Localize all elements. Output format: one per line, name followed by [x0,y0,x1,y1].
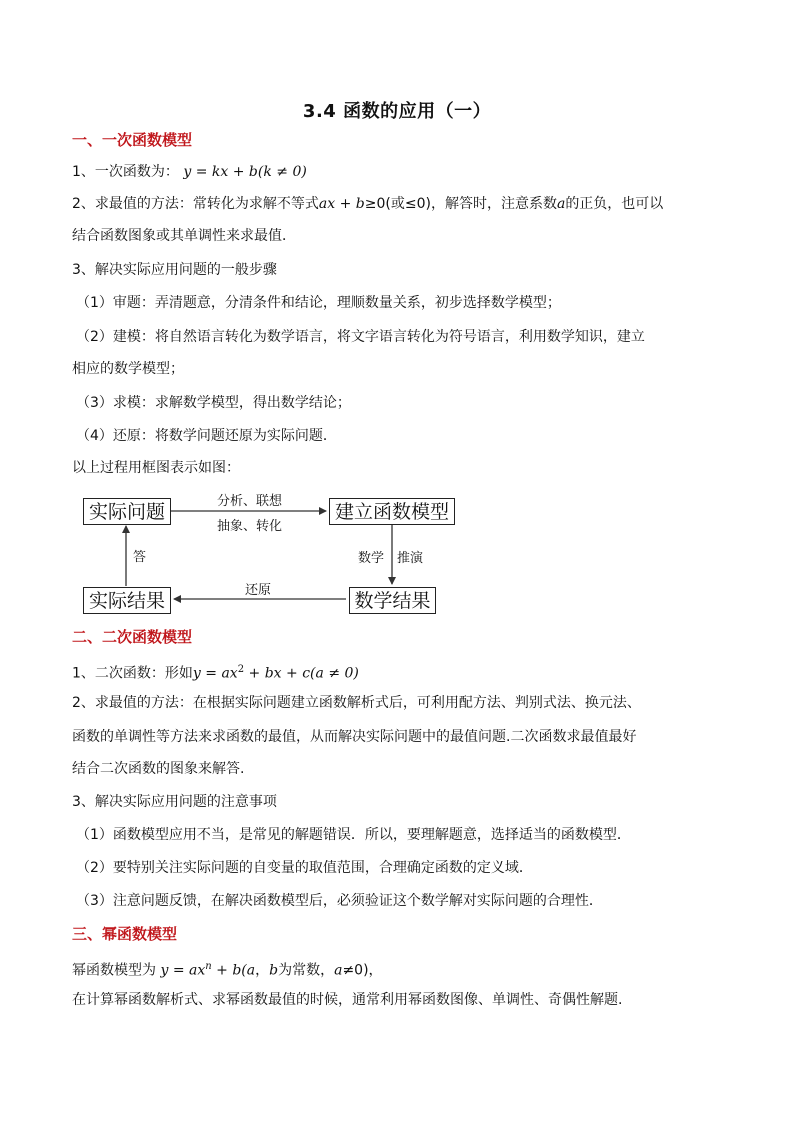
power-var-a: a [246,962,256,979]
quadratic-definition-text: 1、二次函数：形如 [72,665,193,682]
step-model: （2）建模：将自然语言转化为数学语言，将文字语言转化为符号语言，利用数学知识，建立 [76,329,645,345]
power-formula-b: + b( [211,962,247,979]
power-var-b: b [269,962,279,979]
power-exponent: n [205,961,212,972]
paragraph-line: 结合二次函数的图象来解答. [72,761,245,777]
power-constant-text: 为常数， [278,962,335,979]
power-var-a2: a [334,962,343,979]
linear-inequality-expr: ax + b [318,196,365,212]
section-heading-power: 三、幂函数模型 [72,925,178,943]
paragraph-line: 函数的单调性等方法来求函数的最值，从而解决实际问题中的最值问题.二次函数求最值最好 [72,729,637,745]
paragraph-line: 2、求最值的方法：在根据实际问题建立函数解析式后，可利用配方法、判别式法、换元法、 [72,695,641,711]
power-formula-a: y = ax [160,962,206,979]
quadratic-formula-b: + bx + c(a ≠ 0) [244,665,359,682]
label-answer: 答 [133,550,147,565]
note-1: （1）函数模型应用不当，是常见的解题错误．所以，要理解题意，选择适当的函数模型． [76,827,631,843]
notes-heading: 3、解决实际应用问题的注意事项 [72,794,277,810]
linear-method-text-b: ≥0(或≤0)，解答时，注意系数 [364,196,557,212]
note-3: （3）注意问题反馈，在解决函数模型后，必须验证这个数学解对实际问题的合理性． [76,893,603,909]
box-actual-problem: 实际问题 [83,498,171,525]
label-abstract: 抽象、转化 [217,519,283,534]
diagram-intro: 以上过程用框图表示如图： [72,460,240,476]
note-2: （2）要特别关注实际问题的自变量的取值范围，合理确定函数的定义域． [76,860,533,876]
quadratic-formula-a: y = ax [192,665,238,682]
step-review: （1）审题：弄清题意，分清条件和结论，理顺数量关系，初步选择数学模型； [76,295,561,311]
quadratic-definition [72,660,359,684]
linear-formula: y = kx + b(k ≠ 0) [183,164,307,180]
paragraph-line: 相应的数学模型； [72,361,184,377]
label-math: 数学 [358,551,385,566]
section-heading-linear: 一、一次函数模型 [72,131,193,149]
step-solve: （3）求模：求解数学模型，得出数学结论； [76,395,351,411]
box-build-model: 建立函数模型 [329,498,455,525]
power-separator: ， [255,962,270,979]
quadratic-exponent: 2 [237,664,245,675]
paragraph-line: 结合函数图象或其单调性来求最值． [72,228,296,244]
box-actual-result: 实际结果 [83,587,171,614]
label-derive: 推演 [397,551,424,566]
box-math-result: 数学结果 [349,587,436,614]
paragraph-line: 在计算幂函数解析式、求幂函数最值的时候，通常利用幂函数图像、单调性、奇偶性解题. [72,992,623,1008]
linear-method-text-c: 的正负，也可以 [565,196,664,212]
steps-heading: 3、解决实际应用问题的一般步骤 [72,262,277,278]
page-title: 3.4 函数的应用（一） [302,101,492,122]
linear-coefficient-var: a [556,196,566,212]
power-definition-text: 幂函数模型为 [72,962,156,979]
power-definition [72,957,383,981]
linear-definition-text: 1、一次函数为： [72,164,179,180]
section-heading-quadratic: 二、二次函数模型 [72,628,193,646]
step-restore: （4）还原：将数学问题还原为实际问题． [76,428,337,444]
label-restore: 还原 [245,583,272,598]
label-analyze: 分析、联想 [217,494,283,509]
linear-method-text-a: 2、求最值的方法：常转化为求解不等式 [72,196,319,212]
power-condition: ≠0)， [342,962,383,979]
